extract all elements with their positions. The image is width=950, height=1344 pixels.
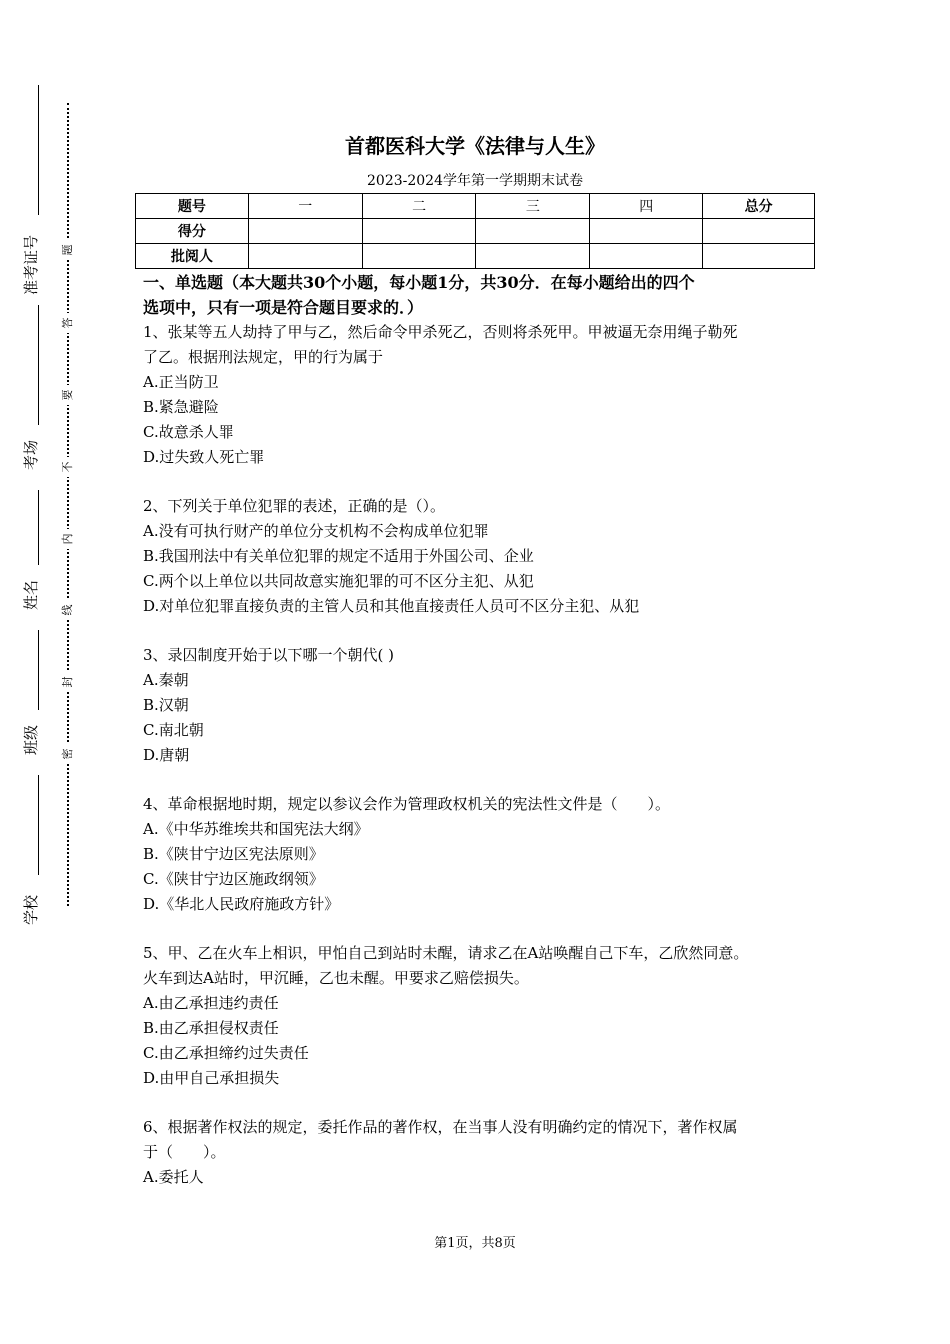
seal-word: 题 [61, 240, 75, 260]
answer-option[interactable]: D.唐朝 [143, 746, 190, 764]
score-row [136, 219, 815, 244]
exam-number-field[interactable] [0, 85, 62, 295]
class-line [38, 630, 39, 710]
row-label-cell: 得分 [136, 219, 249, 244]
header-cell: 题号 [136, 194, 249, 219]
answer-option[interactable]: A.委托人 [143, 1168, 204, 1186]
exam-content [143, 270, 815, 1190]
school-label: 学校 [22, 894, 40, 925]
reviewer-row [136, 244, 815, 269]
question-stem: 4、革命根据地时期，规定以参议会作为管理政权机关的宪法性文件是（ ）。 [143, 795, 671, 813]
score-cell[interactable] [248, 219, 362, 244]
answer-option[interactable]: A.由乙承担违约责任 [143, 994, 279, 1012]
name-field[interactable] [0, 470, 62, 610]
name-label: 姓名 [22, 579, 40, 610]
question-3 [143, 643, 815, 768]
exam-room-label: 考场 [22, 439, 40, 470]
question-stem: 于（ ）。 [143, 1143, 226, 1161]
school-line [38, 775, 39, 875]
header-cell: 四 [590, 194, 703, 219]
score-cell[interactable] [703, 219, 815, 244]
name-line [38, 490, 39, 565]
question-stem: 1、张某等五人劫持了甲与乙，然后命令甲杀死乙，否则将杀死甲。甲被逼无奈用绳子勒死 [143, 323, 738, 341]
score-cell[interactable] [362, 219, 476, 244]
seal-dotted-line [67, 103, 69, 906]
answer-option[interactable]: A.正当防卫 [143, 373, 219, 391]
answer-option[interactable]: B.由乙承担侵权责任 [143, 1019, 279, 1037]
seal-word: 密 [61, 744, 75, 764]
header-cell: 三 [476, 194, 590, 219]
question-1 [143, 320, 815, 470]
question-stem: 6、根据著作权法的规定，委托作品的著作权，在当事人没有明确约定的情况下，著作权属 [143, 1118, 738, 1136]
answer-option[interactable]: D.由甲自己承担损失 [143, 1069, 280, 1087]
row-label-cell: 批阅人 [136, 244, 249, 269]
answer-option[interactable]: B.我国刑法中有关单位犯罪的规定不适用于外国公司、企业 [143, 547, 534, 565]
question-stem: 2、下列关于单位犯罪的表述，正确的是（）。 [143, 497, 446, 515]
reviewer-cell[interactable] [476, 244, 590, 269]
question-2 [143, 494, 815, 619]
exam-room-line [38, 305, 39, 425]
header-cell: 总分 [703, 194, 815, 219]
answer-option[interactable]: B.紧急避险 [143, 398, 219, 416]
exam-room-field[interactable] [0, 295, 62, 470]
reviewer-cell[interactable] [590, 244, 703, 269]
seal-word: 线 [61, 600, 75, 620]
answer-option[interactable]: D.过失致人死亡罪 [143, 448, 265, 466]
answer-option[interactable]: A.秦朝 [143, 671, 189, 689]
score-cell[interactable] [476, 219, 590, 244]
exam-subtitle: 2023-2024学年第一学期期末试卷 [367, 173, 583, 189]
answer-option[interactable]: A.《中华苏维埃共和国宪法大纲》 [143, 820, 369, 838]
answer-option[interactable]: D.对单位犯罪直接负责的主管人员和其他直接责任人员可不区分主犯、从犯 [143, 597, 640, 615]
question-6 [143, 1115, 815, 1190]
score-table-header-row [136, 194, 815, 219]
question-5 [143, 941, 815, 1091]
question-stem: 了乙。根据刑法规定，甲的行为属于 [143, 348, 384, 366]
answer-option[interactable]: C.由乙承担缔约过失责任 [143, 1044, 309, 1062]
answer-option[interactable]: C.南北朝 [143, 721, 204, 739]
seal-word: 内 [61, 529, 75, 549]
answer-option[interactable]: C.两个以上单位以共同故意实施犯罪的可不区分主犯、从犯 [143, 572, 534, 590]
question-stem: 5、甲、乙在火车上相识，甲怕自己到站时未醒，请求乙在A站唤醒自己下车，乙欣然同意。 [143, 944, 749, 962]
header-cell: 二 [362, 194, 476, 219]
section-heading-line: 选项中，只有一项是符合题目要求的．） [143, 298, 424, 317]
question-stem: 3、录囚制度开始于以下哪一个朝代( ) [143, 646, 395, 664]
reviewer-cell[interactable] [362, 244, 476, 269]
answer-option[interactable]: C.故意杀人罪 [143, 423, 234, 441]
class-label: 班级 [22, 724, 40, 755]
answer-option[interactable]: B.汉朝 [143, 696, 189, 714]
header-cell: 一 [248, 194, 362, 219]
answer-option[interactable]: A.没有可执行财产的单位分支机构不会构成单位犯罪 [143, 522, 489, 540]
question-stem: 火车到达A站时，甲沉睡，乙也未醒。甲要求乙赔偿损失。 [143, 969, 529, 987]
page-footer: 第1页，共8页 [434, 1236, 516, 1251]
answer-option[interactable]: B.《陕甘宁边区宪法原则》 [143, 845, 324, 863]
exam-number-label: 准考证号 [22, 234, 40, 295]
reviewer-cell[interactable] [703, 244, 815, 269]
seal-word: 不 [61, 457, 75, 477]
answer-option[interactable]: D.《华北人民政府施政方针》 [143, 895, 340, 913]
class-field[interactable] [0, 610, 62, 755]
question-4 [143, 792, 815, 917]
seal-word: 要 [61, 385, 75, 405]
school-field[interactable] [0, 755, 62, 925]
seal-word: 答 [61, 313, 75, 333]
answer-option[interactable]: C.《陕甘宁边区施政纲领》 [143, 870, 324, 888]
exam-title: 首都医科大学《法律与人生》 [345, 134, 605, 158]
score-table [135, 193, 815, 269]
score-cell[interactable] [590, 219, 703, 244]
question-list [143, 320, 815, 1190]
seal-word: 封 [61, 672, 75, 692]
section-heading-line: 一、单选题（本大题共30个小题，每小题1分，共30分．在每小题给出的四个 [143, 273, 695, 292]
reviewer-cell[interactable] [248, 244, 362, 269]
